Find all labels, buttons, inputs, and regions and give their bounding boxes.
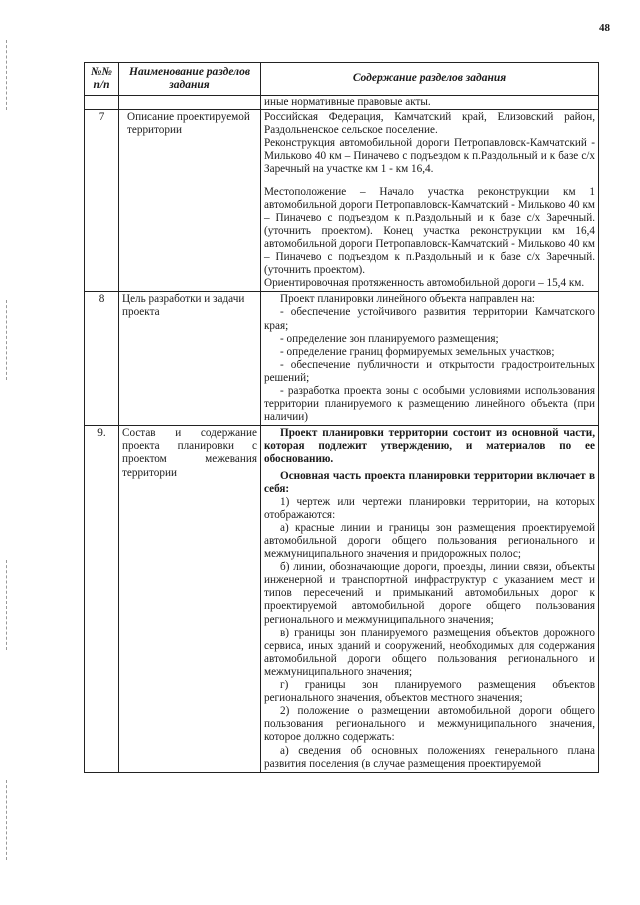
- paragraph: г) границы зон планируемого размещения объектов регионального значения, объектов местного значения;: [264, 679, 595, 705]
- row-number: 9.: [85, 426, 119, 772]
- continuation-text: иные нормативные правовые акты.: [261, 96, 599, 110]
- table-row: [85, 292, 599, 426]
- paragraph: - обеспечение устойчивого развития территории Камчатского края;: [264, 306, 595, 332]
- paragraph: б) линии, обозначающие дороги, проезды, линии связи, объекты инженерной и транспортной инфраструктур с указанием мест и типов пересечений и примыканий автомобильных дорог к проектируемой автомобильной дороге общего пользования регионального и межмуниципального значения;: [264, 561, 595, 626]
- paragraph: Ориентировочная протяженность автомобильной дороги – 15,4 км.: [264, 277, 585, 290]
- paragraph: - разработка проекта зоны с особыми условиями использования территории планируемого к размещению линейного объекта (при наличии): [264, 384, 595, 424]
- row-content: [261, 426, 599, 772]
- paragraph: Местоположение – Начало участка реконструкции км 1 автомобильной дороги Петропавловск-Камчатский - Мильково 40 км – Пиначево с подъездом к п.Раздольный и к базе с/х Заречный. (уточнить проектом). Конец участка реконструкции км 16,4 автомобильной дороги Петропавловск-Камчатский - Мильково 40 км – Пиначево с подъездом к п.Раздольный и к базе с/х Заречный. (уточнить проектом).: [264, 185, 595, 277]
- table-row: [85, 110, 599, 292]
- scan-edge-mark: [6, 560, 7, 650]
- paragraph-bold: Основная часть проекта планировки территории включает в себя:: [264, 469, 595, 495]
- paragraph: - определение границ формируемых земельных участков;: [280, 345, 555, 358]
- row-number: 8: [85, 292, 119, 426]
- header-name: Наименование разделов задания: [119, 63, 261, 96]
- row-name: Состав и содержание проекта планировки с проектом межевания территории: [119, 426, 261, 772]
- table-row-continuation: [85, 96, 599, 110]
- table-row: [85, 426, 599, 772]
- page-number: 48: [599, 22, 610, 34]
- paragraph: - определение зон планируемого размещения;: [280, 332, 499, 345]
- paragraph: в) границы зон планируемого размещения объектов дорожного сервиса, иных зданий и сооружений, необходимых для содержания автомобильной дороги общего пользования регионального и межмуниципального значения;: [264, 626, 595, 678]
- header-content: Содержание разделов задания: [261, 63, 599, 96]
- row-content: [261, 292, 599, 426]
- row-name: Цель разработки и задачи проекта: [119, 292, 261, 426]
- requirements-table: [84, 62, 599, 773]
- paragraph: Реконструкция автомобильной дороги Петропавловск-Камчатский - Мильково 40 км – Пиначево с подъездом к п.Раздольный и к базе с/х Заречный на участке км 1 - км 16,4.: [264, 137, 595, 176]
- row-name: Описание проектируемой территории: [119, 110, 261, 292]
- row-content: [261, 110, 599, 292]
- header-num: №№ п/п: [85, 63, 119, 96]
- paragraph-bold: Проект планировки территории состоит из основной части, которая подлежит утверждению, и материалов по ее обоснованию.: [264, 427, 595, 466]
- table-header-row: [85, 63, 599, 96]
- row-number: 7: [85, 110, 119, 292]
- paragraph: Российская Федерация, Камчатский край, Елизовский район, Раздольненское сельское поселение.: [264, 111, 595, 137]
- scan-edge-mark: [6, 780, 7, 860]
- paragraph: а) красные линии и границы зон размещения проектируемой автомобильной дороги общего пользования регионального и межмуниципального значения и придорожных полос;: [264, 521, 595, 561]
- paragraph: а) сведения об основных положениях генерального плана развития поселения (в случае размещения проектируемой: [264, 744, 595, 770]
- scan-edge-mark: [6, 40, 7, 110]
- scan-edge-mark: [6, 300, 7, 380]
- paragraph: - обеспечение публичности и открытости градостроительных решений;: [264, 358, 595, 384]
- paragraph: Проект планировки линейного объекта направлен на:: [280, 293, 536, 306]
- paragraph: 1) чертеж или чертежи планировки территории, на которых отображаются:: [264, 495, 595, 521]
- paragraph: 2) положение о размещении автомобильной дороги общего пользования регионального и межмуниципального значения, которое должно содержать:: [264, 705, 595, 744]
